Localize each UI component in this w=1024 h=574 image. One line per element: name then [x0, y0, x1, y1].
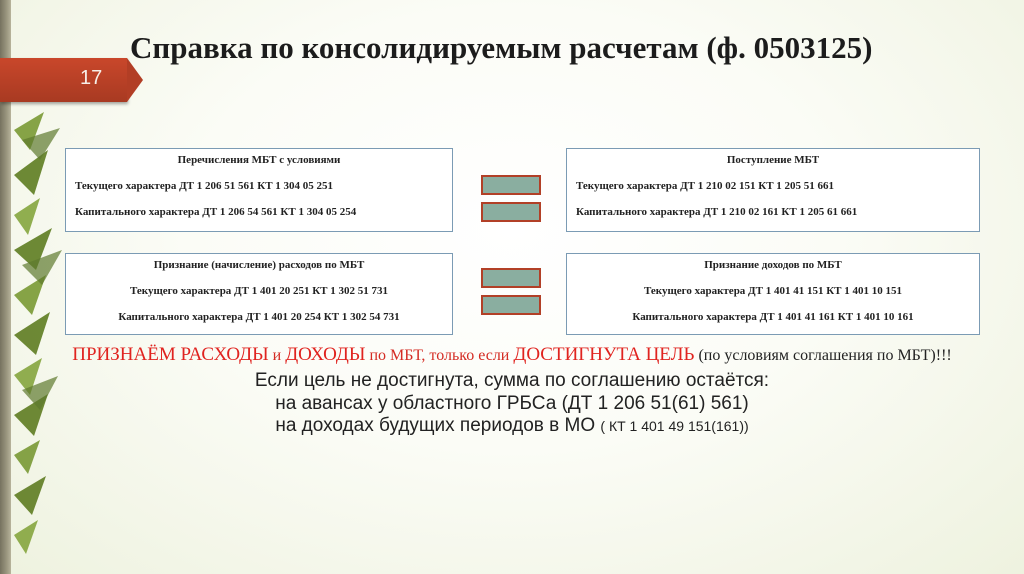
red-connector-1: и — [272, 347, 282, 364]
box-line-current: Текущего характера ДТ 1 401 20 251 КТ 1 302 51 731 — [129, 285, 389, 297]
future-income-line — [0, 415, 1024, 437]
box-line-capital: Капитального характера ДТ 1 401 20 254 КТ 1 302 54 731 — [118, 311, 400, 323]
red-emphasis-3: ДОСТИГНУТА ЦЕЛЬ — [513, 344, 695, 365]
box-line-current: Текущего характера ДТ 1 210 02 151 КТ 1 205 51 661 — [576, 180, 835, 192]
advances-line: на авансах у областного ГРБСа (ДТ 1 206 51(61) 561) — [275, 393, 749, 414]
red-emphasis-1: ПРИЗНАЁМ РАСХОДЫ — [72, 344, 269, 365]
red-emphasis-2: ДОХОДЫ — [285, 344, 366, 365]
box-heading: Признание доходов по МБТ — [704, 259, 842, 271]
recognition-rule-line — [0, 344, 1024, 366]
equals-bar-bottom — [481, 202, 541, 222]
slide-number-tab — [0, 58, 127, 102]
slide-title: Справка по консолидируемым расчетам (ф. 0503125) — [130, 30, 873, 65]
box-heading: Перечисления МБТ с условиями — [177, 154, 341, 166]
box-heading: Признание (начисление) расходов по МБТ — [153, 259, 365, 271]
equals-bar-top — [481, 175, 541, 195]
box-line-capital: Капитального характера ДТ 1 206 54 561 КТ 1 304 05 254 — [75, 206, 357, 218]
box-income-recognition — [566, 253, 980, 335]
equals-bar-top — [481, 268, 541, 288]
future-income-main: на доходах будущих периодов в МО — [275, 415, 596, 436]
box-line-capital: Капитального характера ДТ 1 210 02 161 КТ 1 205 61 661 — [576, 206, 858, 218]
goal-not-reached-line: Если цель не достигнута, сумма по соглашению остаётся: — [254, 370, 770, 391]
box-heading: Поступление МБТ — [726, 154, 820, 166]
box-mbt-receipts — [566, 148, 980, 232]
box-line-current: Текущего характера ДТ 1 401 41 151 КТ 1 401 10 151 — [643, 285, 903, 297]
slide-number: 17 — [80, 67, 103, 89]
future-income-code: ( КТ 1 401 49 151(161)) — [600, 418, 749, 434]
red-connector-2: по МБТ, только если — [369, 347, 510, 364]
box-expense-recognition — [65, 253, 453, 335]
box-mbt-transfers-with-conditions — [65, 148, 453, 232]
equals-bar-bottom — [481, 295, 541, 315]
condition-note: (по условиям соглашения по МБТ)!!! — [698, 347, 952, 364]
box-line-capital: Капитального характера ДТ 1 401 41 161 КТ 1 401 10 161 — [632, 311, 914, 323]
box-line-current: Текущего характера ДТ 1 206 51 561 КТ 1 304 05 251 — [75, 180, 334, 192]
